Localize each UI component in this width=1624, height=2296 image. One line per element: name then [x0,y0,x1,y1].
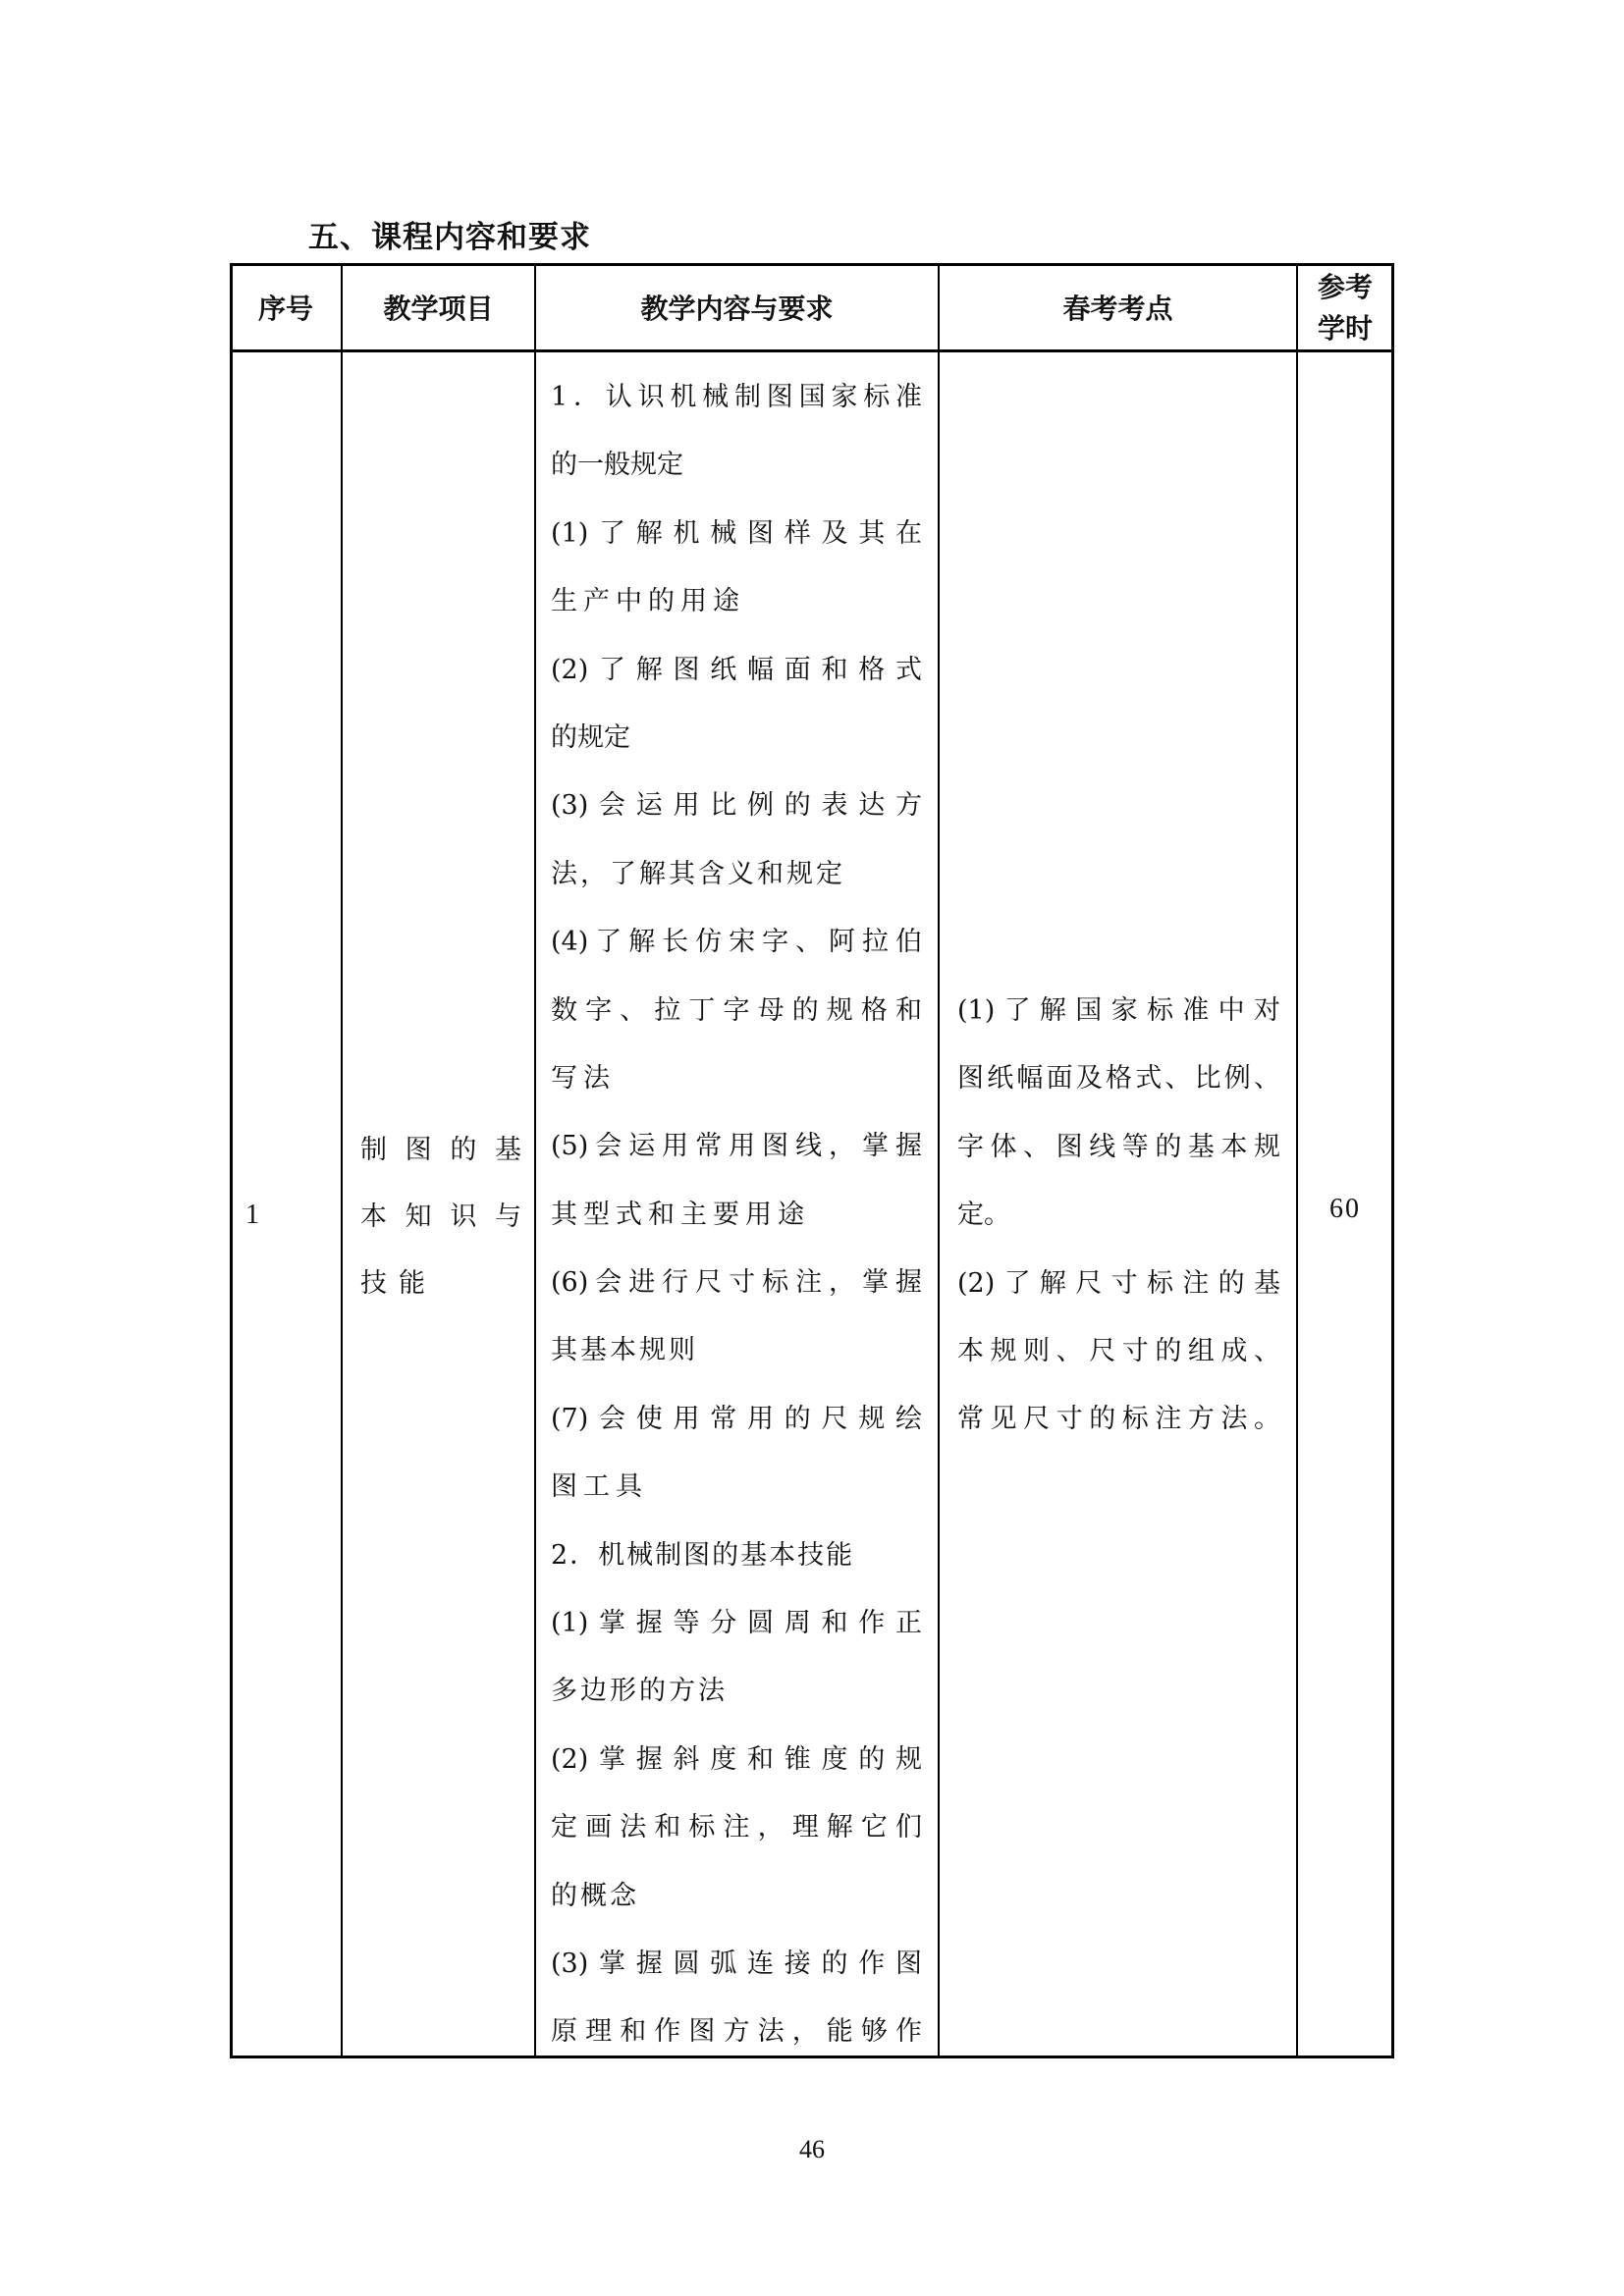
exam-point-line: (1)了解国家标准中对 [957,995,1280,1026]
row-hours: 60 [1329,1194,1361,1224]
row-project [360,1117,521,1317]
content-line: (1)了解机械图样及其在 [551,517,922,549]
content-line: 的概念 [551,1880,639,1911]
content-line: 定画法和标注，理解它们 [551,1812,922,1843]
exam-point-line: 本规则、尺寸的组成、 [957,1335,1280,1366]
exam-point-line: 图纸幅面及格式、比例、 [957,1063,1280,1095]
header-hours-line1: 参考 [1317,271,1373,303]
content-line: 数字、拉丁字母的规格和 [551,994,922,1026]
row-content [551,363,922,2066]
column-divider-4 [1296,263,1298,2058]
content-line: (3)掌握圆弧连接的作图 [551,1948,922,1979]
header-index: 序号 [257,293,313,325]
content-line: 的规定 [551,721,630,753]
content-line: 其基本规则 [551,1335,698,1366]
column-divider-1 [341,263,343,2058]
exam-point-line: (2)了解尺寸标注的基 [957,1267,1280,1299]
project-line: 本知识与 [360,1201,521,1232]
header-exam-points: 春考考点 [1062,293,1173,325]
table-border-right [1391,263,1394,2058]
content-line: (4)了解长仿宋字、阿拉伯 [551,927,922,958]
exam-point-line: 定。 [957,1200,1010,1231]
section-title: 五、课程内容和要求 [308,220,591,255]
content-line: (5)会运用常用图线，掌握 [551,1131,922,1162]
content-line: 其型式和主要用途 [551,1199,810,1230]
content-line: 图工具 [551,1471,648,1503]
project-line: 技能 [360,1268,437,1299]
content-line: (2)掌握斜度和锥度的规 [551,1743,922,1775]
row-exam-points [957,977,1280,1454]
header-content: 教学内容与要求 [640,293,834,325]
content-line: 原理和作图方法，能够作 [551,2016,922,2048]
row-index: 1 [245,1200,259,1230]
content-line: 写法 [551,1062,616,1094]
header-separator [230,349,1394,352]
course-content-table [230,263,1394,2058]
content-line: (2)了解图纸幅面和格式 [551,654,922,685]
page-number: 46 [799,2135,825,2163]
content-line: 生产中的用途 [551,586,745,617]
content-line: 2．机械制图的基本技能 [551,1539,855,1571]
content-line: (6)会进行尺寸标注，掌握 [551,1267,922,1299]
content-line: 法，了解其含义和规定 [551,858,845,889]
header-hours-line2: 学时 [1317,312,1373,345]
exam-point-line: 常见尺寸的标注方法。 [957,1404,1280,1435]
table-border-top [230,263,1394,266]
table-border-left [230,263,233,2058]
column-divider-2 [534,263,536,2058]
content-line: (7)会使用常用的尺规绘 [551,1403,922,1434]
content-line: 多边形的方法 [551,1676,728,1707]
exam-point-line: 字体、图线等的基本规 [957,1131,1280,1162]
column-divider-3 [938,263,940,2058]
content-line: 1．认识机械制图国家标准 [551,382,922,412]
header-project: 教学项目 [383,293,494,325]
content-line: 的一般规定 [551,450,683,481]
content-line: (1)掌握等分圆周和作正 [551,1608,922,1639]
content-line: (3)会运用比例的表达方 [551,790,922,822]
project-line: 制图的基 [360,1135,521,1165]
